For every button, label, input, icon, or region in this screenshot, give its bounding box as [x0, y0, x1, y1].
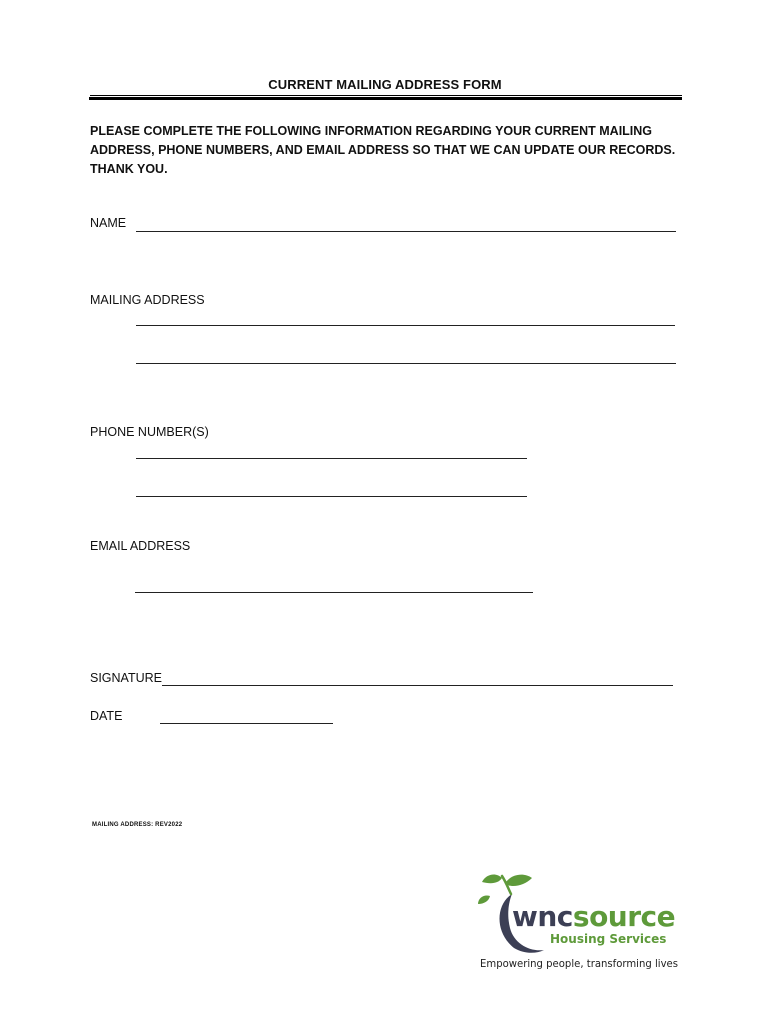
mailing-address-field-line-2[interactable] [136, 363, 676, 364]
email-field[interactable] [135, 592, 533, 593]
logo-brand-prefix: wnc [512, 900, 573, 933]
email-label: EMAIL ADDRESS [90, 539, 191, 553]
leaf-right-icon [505, 875, 532, 886]
logo-subtitle: Housing Services [550, 932, 667, 946]
instructions-line-2: ADDRESS, PHONE NUMBERS, AND EMAIL ADDRESS SO THAT WE CAN UPDATE OUR RECORDS. [90, 143, 676, 157]
leaf-left-icon [482, 875, 502, 884]
phone-field-1[interactable] [136, 458, 527, 459]
instructions [90, 122, 690, 179]
title-rule-thin [90, 95, 682, 96]
form-title: CURRENT MAILING ADDRESS FORM [268, 77, 502, 92]
date-label: DATE [90, 709, 123, 723]
svg-text:wncsource [512, 900, 675, 933]
date-field[interactable] [160, 723, 333, 724]
title-rule-thick [89, 97, 682, 100]
revision-note: MAILING ADDRESS: REV2022 [92, 822, 183, 828]
instructions-line-3: THANK YOU. [90, 162, 168, 176]
leaf-small-icon [478, 895, 490, 904]
signature-field[interactable] [162, 685, 673, 686]
logo-tagline: Empowering people, transforming lives [480, 958, 678, 970]
phone-label: PHONE NUMBER(S) [90, 425, 209, 439]
phone-field-2[interactable] [136, 496, 527, 497]
mailing-address-field-line-1[interactable] [136, 325, 675, 326]
name-label: NAME [90, 216, 127, 230]
wncsource-logo [470, 870, 685, 975]
signature-label: SIGNATURE [90, 671, 162, 685]
instructions-line-1: PLEASE COMPLETE THE FOLLOWING INFORMATION REGARDING YOUR CURRENT MAILING [90, 124, 653, 138]
name-field[interactable] [136, 231, 676, 232]
logo-mark-icon [470, 870, 685, 975]
logo-brand-suffix: source [572, 900, 676, 933]
mailing-address-label: MAILING ADDRESS [90, 293, 205, 307]
